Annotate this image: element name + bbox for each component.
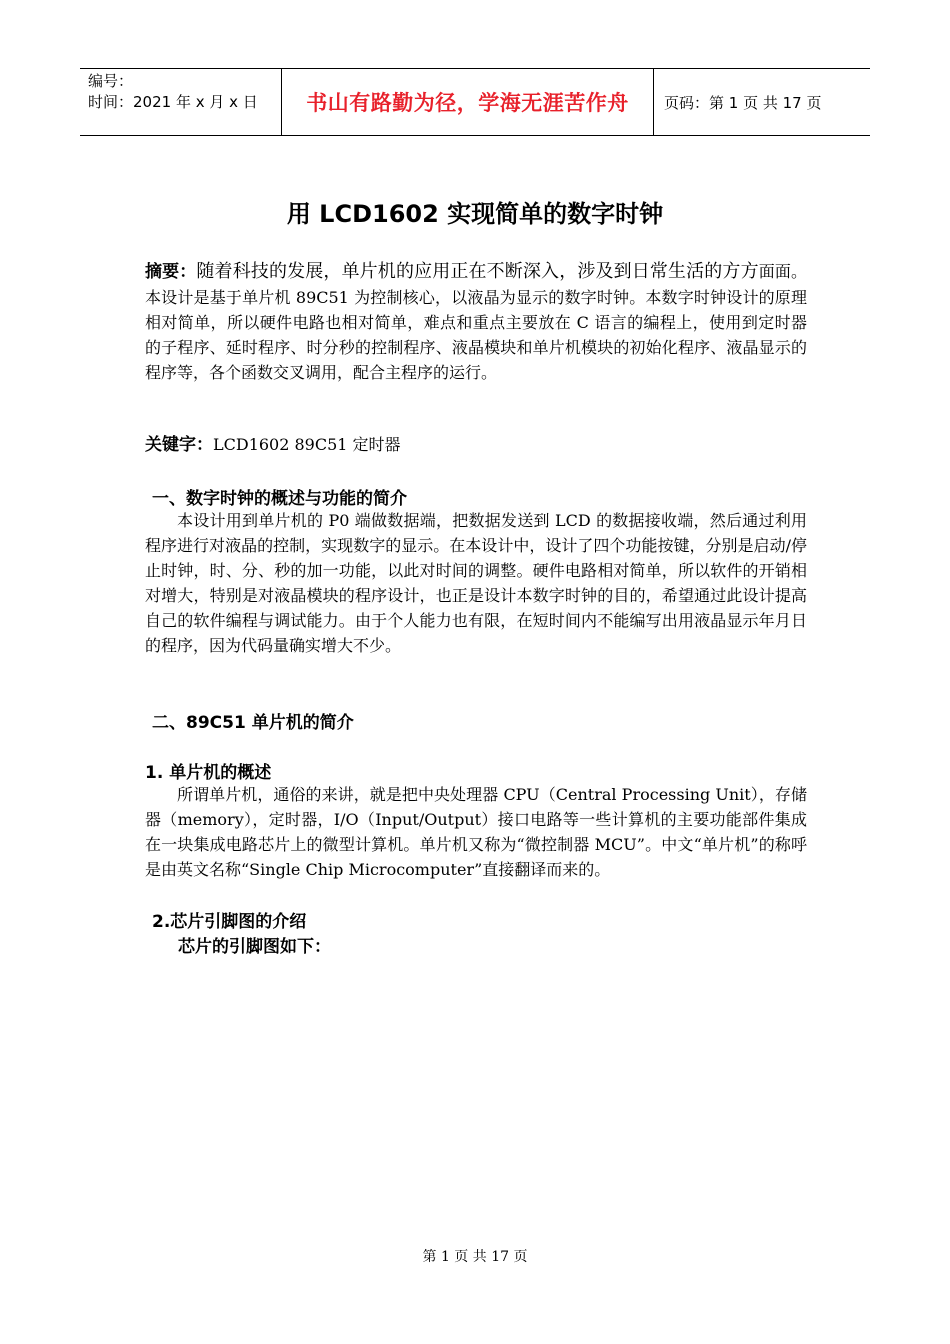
page-title: 用 LCD1602 实现简单的数字时钟 bbox=[286, 200, 664, 228]
section1-body: 本设计用到单片机的 P0 端做数据端，把数据发送到 LCD 的数据接收端，然后通过利用程序进行对液晶的控制，实现数字的显示。在本设计中，设计了四个功能按键，分别是启动/停止时钟，时、分、秒的加一功能，以此对时间的调整。硬件电路相对简单，所以软件的开销相对增大，特别是对液晶模块的程序设计，也正是设计本数字时钟的目的，希望通过此设计提高自己的软件编程与调试能力。由于个人能力也有限，在短时间内不能编写出用液晶显示年月日的程序，因为代码量确实增大不少。 bbox=[145, 511, 807, 655]
sub1-heading: 1. 单片机的概述 bbox=[145, 763, 272, 783]
abstract-label: 摘要： bbox=[145, 262, 197, 282]
header-table bbox=[80, 68, 870, 136]
keywords-value: LCD1602 89C51 定时器 bbox=[213, 435, 401, 454]
sub2-heading: 2.芯片引脚图的介绍 bbox=[152, 912, 307, 932]
header-time-label: 时间：2021 年 x 月 x 日 bbox=[88, 93, 258, 111]
page-footer: 第 1 页 共 17 页 bbox=[422, 1249, 528, 1265]
abstract-text: 面面。本设计是基于单片机 89C51 为控制核心，以液晶为显示的数字时钟。本数字时钟设计的原理相对简单，所以硬件电路也相对简单，难点和重点主要放在 C 语言的编程上，使用到定时器的子程序、延时程序、时分秒的控制程序、液晶模块和单片机模块的初始化程序、液晶显示的程序等，各个函数交叉调用，配合主程序的运行。 bbox=[145, 262, 807, 382]
abstract-first-line: 随着科技的发展，单片机的应用正在不断深入，涉及到日常生活的方方 bbox=[196, 261, 759, 282]
sub2-line: 芯片的引脚图如下： bbox=[178, 937, 331, 957]
header-motto: 书山有路勤为径，学海无涯苦作舟 bbox=[282, 69, 654, 135]
keywords-label: 关键字： bbox=[145, 435, 213, 455]
sub1-body: 所谓单片机，通俗的来讲，就是把中央处理器 CPU（Central Processing Unit），存储器（memory），定时器，I/O（Input/Output）接口电路等一些计算机的主要功能部件集成在一块集成电路芯片上的微型计算机。单片机又称为“微控制器 MCU”。中文“单片机”的称呼是由英文名称“Single Chip Microcomputer”直接翻译而来的。 bbox=[145, 785, 807, 879]
header-number-label: 编号： bbox=[88, 72, 134, 90]
section1-heading: 一、数字时钟的概述与功能的简介 bbox=[152, 489, 407, 509]
header-page-info: 页码：第 1 页 共 17 页 bbox=[664, 93, 822, 112]
header-meta bbox=[80, 69, 282, 135]
keywords-line bbox=[145, 432, 807, 458]
section2-heading: 二、89C51 单片机的简介 bbox=[152, 713, 354, 733]
abstract-paragraph bbox=[145, 259, 807, 385]
